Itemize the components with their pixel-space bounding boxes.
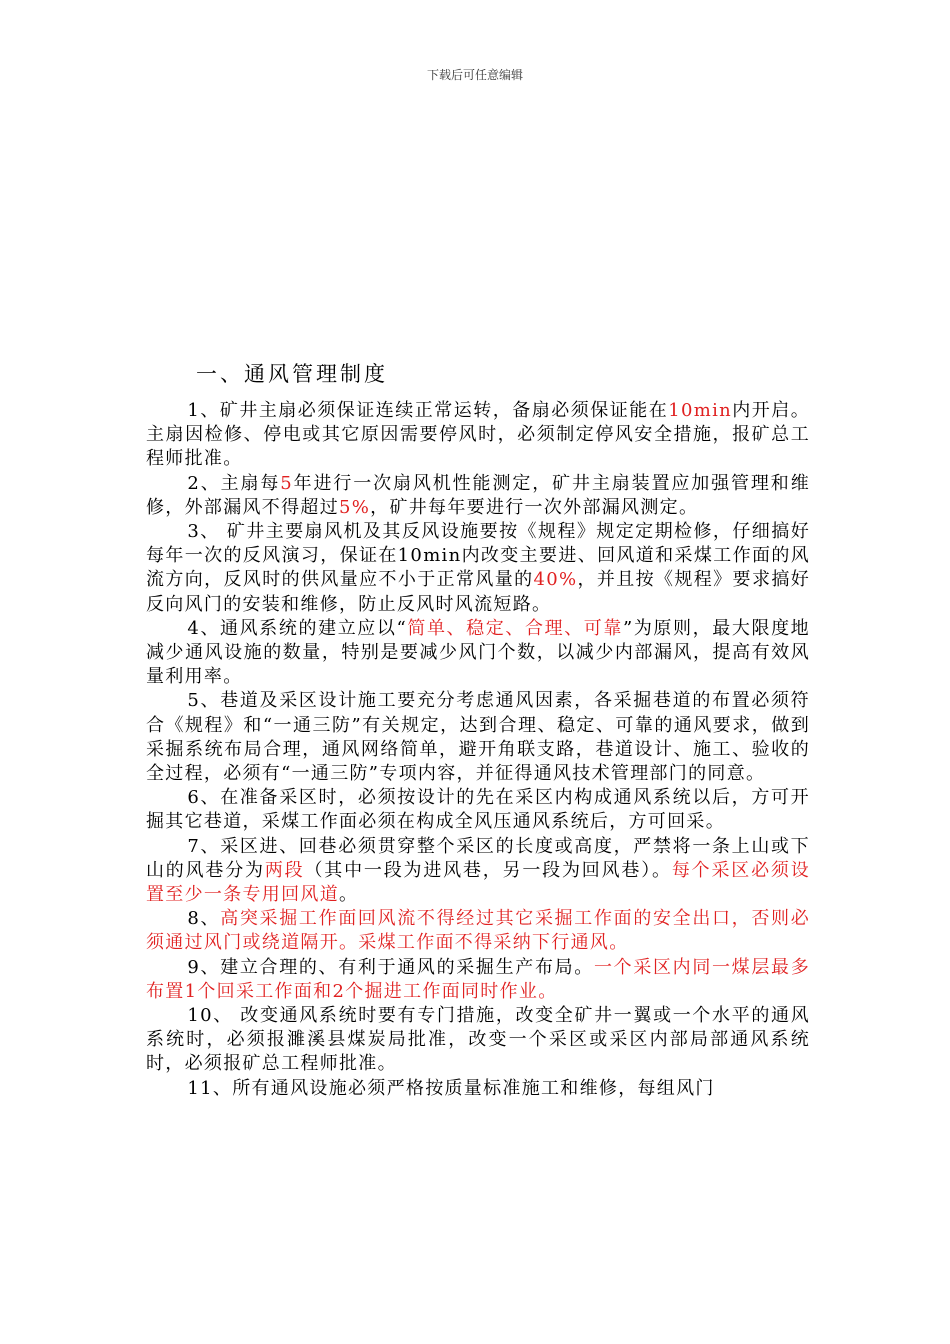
paragraph-2 xyxy=(146,472,810,520)
highlighted-text: 每个采区必须设置至少一条专用回风道 xyxy=(146,859,810,906)
section-title: 一、通风管理制度 xyxy=(196,362,388,386)
text-run: 4、通风系统的建立应以“ xyxy=(187,617,408,639)
highlighted-text: 40% xyxy=(533,569,578,591)
text-run: 。 xyxy=(339,884,359,906)
text-run: 11、所有通风设施必须严格按质量标准施工和维修，每组风门 xyxy=(187,1077,715,1099)
text-run: 内开启。主扇因检修、停电或其它原因需要停风时，必须制定停风安全措施，报矿总工程师批准。 xyxy=(146,400,811,470)
text-run: 3、 矿井主要扇风机及其反风设施要按《规程》规定定期检修，仔细搞好每年一次的反风演习，保证在10min内改变主要进、回风道和采煤工作面的风流方向，反风时的供风量应不小于正常风量的 xyxy=(146,521,810,591)
paragraph-9 xyxy=(146,956,810,1004)
text-run: 1、矿井主扇必须保证连续正常运转，备扇必须保证能在 xyxy=(187,400,669,421)
text-run: 5、巷道及采区设计施工要充分考虑通风因素，各采掘巷道的布置必须符合《规程》和“一通三防”有关规定，达到合理、稳定、可靠的通风要求，做到采掘系统布局合理，通风网络简单，避开角联支路，巷道设计、施工、验收的全过程，必须有“一通三防”专项内容，并征得通风技术管理部门的同意。 xyxy=(146,690,810,785)
paragraph-7 xyxy=(146,835,810,908)
text-run: （其中一段为进风巷，另一段为回风巷）。 xyxy=(304,859,672,881)
text-run: 2、主扇每 xyxy=(187,472,281,494)
text-run: ，并且按《规程》要求搞好反向风门的安装和维修，防止反风时风流短路。 xyxy=(146,569,810,615)
text-run: 9、建立合理的、有利于通风的采掘生产布局。 xyxy=(187,956,594,978)
text-run: 8、 xyxy=(187,908,221,930)
highlighted-text: 5% xyxy=(339,496,371,518)
highlighted-text: 5 xyxy=(280,472,294,494)
page-header: 下载后可任意编辑 xyxy=(426,68,523,82)
text-run: 7、采区进、回巷必须贯穿整个采区的长度或高度，严禁将一条上山或下山的风巷分为 xyxy=(146,835,810,881)
text-run: ”为原则，最大限度地减少通风设施的数量，特别是要减少风门个数，以减少内部漏风，提高有效风量利用率。 xyxy=(146,617,810,688)
paragraph-8 xyxy=(146,907,810,955)
highlighted-text: 一个采区内同一煤层最多布置1个回采工作面和2个掘进工作面同时作业。 xyxy=(146,956,810,1002)
paragraph-11 xyxy=(146,1077,810,1101)
highlighted-text: 10min xyxy=(668,400,733,421)
text-run: 10、 改变通风系统时要有专门措施，改变全矿井一翼或一个水平的通风系统时，必须报濉溪县煤炭局批准，改变一个采区或采区内部局部通风系统时，必须报矿总工程师批准。 xyxy=(146,1005,810,1075)
paragraph-1 xyxy=(146,399,810,472)
paragraph-5 xyxy=(146,689,810,786)
text-run: 6、在准备采区时，必须按设计的先在采区内构成通风系统以后，方可开掘其它巷道，采煤工作面必须在构成全风压通风系统后，方可回采。 xyxy=(146,787,810,833)
highlighted-text: 两段 xyxy=(264,859,305,881)
highlighted-text: 高突采掘工作面回风流不得经过其它采掘工作面的安全出口，否则必须通过风门或绕道隔开。采煤工作面不得采纳下行通风。 xyxy=(146,908,811,954)
paragraph-4 xyxy=(146,617,810,690)
highlighted-text: 简单、稳定、合理、可靠 xyxy=(407,617,624,639)
body-text xyxy=(146,399,810,1101)
paragraph-3 xyxy=(146,520,810,617)
paragraph-10 xyxy=(146,1004,810,1077)
paragraph-6 xyxy=(146,786,810,834)
text-run: ，矿井每年要进行一次外部漏风测定。 xyxy=(370,496,699,518)
text-run: 年进行一次扇风机性能测定，矿井主扇装置应加强管理和维修，外部漏风不得超过 xyxy=(146,472,810,518)
